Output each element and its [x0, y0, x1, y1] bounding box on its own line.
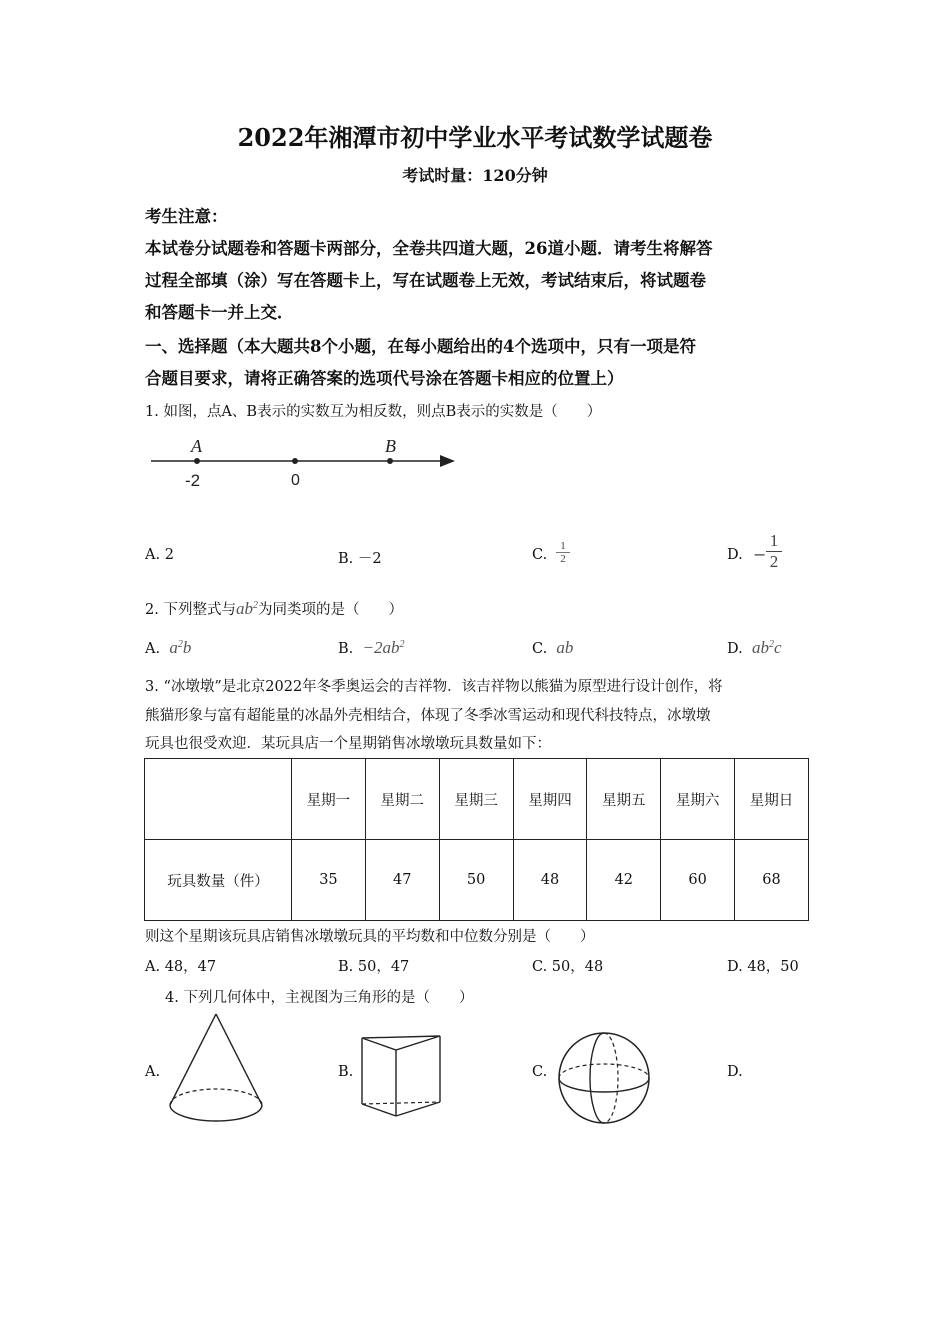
table-cell: 68 [735, 840, 809, 921]
question-3-text: 熊猫形象与富有超能量的冰晶外壳相结合，体现了冬季冰雪运动和现代科技特点，冰墩墩 [145, 708, 711, 724]
page-title: 2022年湘潭市初中学业水平考试数学试题卷 [237, 123, 713, 152]
option-prefix: C. [532, 547, 548, 563]
table-header-cell [145, 759, 292, 840]
notice-heading: 考生注意： [145, 207, 228, 226]
table-header-cell: 星期日 [735, 759, 809, 840]
cone-figure [164, 1010, 268, 1128]
table-cell: 47 [365, 840, 439, 921]
point-b-label: B [385, 436, 396, 456]
table-header-row [145, 759, 809, 840]
math-expression: ab [235, 599, 253, 618]
q4-option-a[interactable]: A. [145, 1064, 161, 1080]
q2-option-d[interactable]: D. $ab^2c$ [727, 638, 782, 657]
q3-option-c[interactable]: C. 50，48 [532, 959, 604, 975]
table-header-cell: 星期五 [587, 759, 661, 840]
q3-option-a[interactable]: A. 48，47 [145, 959, 217, 975]
tick-label-a: -2 [185, 471, 201, 490]
q1-option-c-fraction: $\frac{1}{2}$ [556, 540, 570, 565]
q1-option-a[interactable]: A. 2 [145, 547, 174, 563]
point-a-label: A [191, 436, 202, 456]
option-prefix: D. [727, 547, 743, 563]
q1-option-b[interactable]: B. －2 [338, 551, 382, 567]
question-3-text: 玩具也很受欢迎．某玩具店一个星期销售冰墩墩玩具数量如下： [145, 736, 551, 752]
minus-sign: − [753, 545, 767, 564]
q2-option-c[interactable]: C. ab [532, 638, 574, 657]
sphere-figure [556, 1030, 652, 1126]
q1-option-d[interactable] [727, 547, 743, 563]
q3-option-b[interactable]: B. 50，47 [338, 959, 410, 975]
question-3-prompt: 则这个星期该玩具店销售冰墩墩玩具的平均数和中位数分别是（ ） [145, 929, 595, 945]
q2-option-a[interactable]: A. $a^2b$ [145, 638, 192, 657]
table-row-label: 玩具数量（件） [145, 840, 292, 921]
table-cell: 48 [513, 840, 587, 921]
table-cell: 42 [587, 840, 661, 921]
sales-table [144, 758, 809, 921]
question-2-text: 2. 下列整式与$ab^2$为同类项的是（ ） [145, 599, 403, 618]
q1-option-d-fraction: $\frac{1}{2}$ [766, 531, 782, 572]
q1-option-c[interactable] [532, 547, 547, 563]
table-header-cell: 星期一 [292, 759, 366, 840]
q4-option-d[interactable]: D. [727, 1064, 743, 1080]
table-cell: 50 [439, 840, 513, 921]
table-header-cell: 星期四 [513, 759, 587, 840]
table-header-cell: 星期二 [365, 759, 439, 840]
exam-duration: 考试时量：120分钟 [402, 166, 548, 185]
section-heading: 合题目要求，请将正确答案的选项代号涂在答题卡相应的位置上） [145, 369, 624, 388]
question-4-text: 4. 下列几何体中，主视图为三角形的是（ ） [165, 990, 474, 1006]
number-line-figure [145, 432, 465, 494]
q4-option-c[interactable]: C. [532, 1064, 548, 1080]
section-heading: 一、选择题（本大题共8个小题，在每小题给出的4个选项中，只有一项是符 [145, 337, 696, 356]
notice-line: 本试卷分试题卷和答题卡两部分，全卷共四道大题，26道小题．请考生将解答 [145, 239, 713, 258]
table-cell: 35 [292, 840, 366, 921]
notice-line: 和答题卡一并上交． [145, 303, 294, 322]
table-header-cell: 星期六 [661, 759, 735, 840]
question-1-text: 1. 如图，点A、B表示的实数互为相反数，则点B表示的实数是（ ） [145, 404, 602, 420]
triangular-prism-figure [356, 1030, 448, 1122]
table-row [145, 840, 809, 921]
q3-option-d[interactable]: D. 48，50 [727, 959, 799, 975]
q2-option-b[interactable]: B. $-2ab^2$ [338, 638, 405, 657]
question-3-text: 3. “冰墩墩”是北京2022年冬季奥运会的吉祥物．该吉祥物以熊猫为原型进行设计创作，将 [145, 679, 723, 695]
tick-label-zero: 0 [291, 472, 300, 489]
q4-option-b[interactable]: B. [338, 1064, 354, 1080]
table-cell: 60 [661, 840, 735, 921]
notice-line: 过程全部填（涂）写在答题卡上，写在试题卷上无效，考试结束后，将试题卷 [145, 271, 706, 290]
table-header-cell: 星期三 [439, 759, 513, 840]
